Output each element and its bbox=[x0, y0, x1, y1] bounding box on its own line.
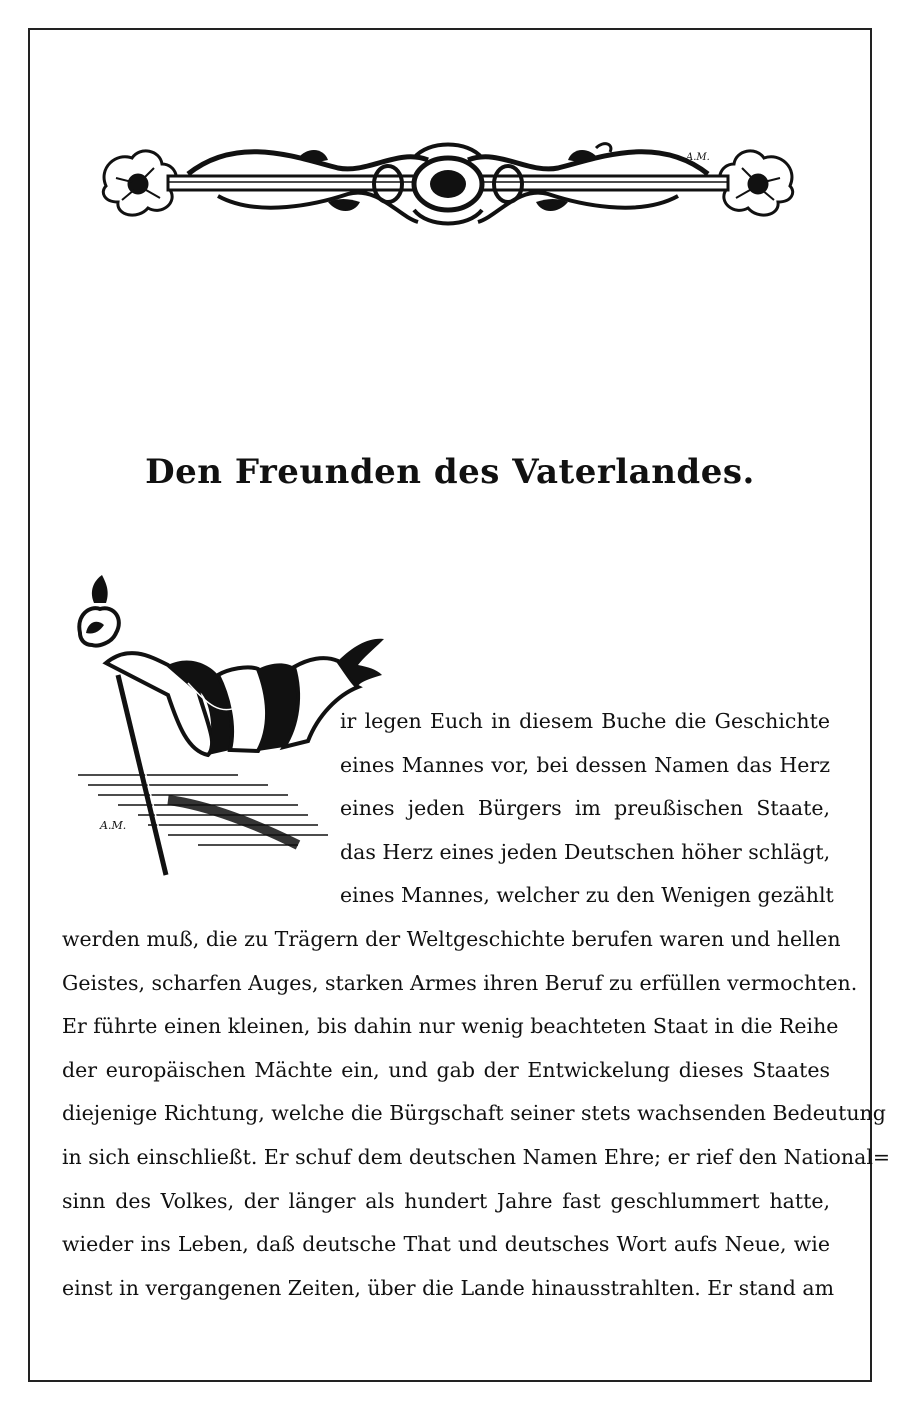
page-title: Den Freunden des Vaterlandes. bbox=[145, 452, 755, 492]
body-text bbox=[62, 700, 891, 1310]
text-line: der europäischen Mächte ein, und gab der Entwickelung dieses Staates bbox=[62, 1057, 830, 1082]
text-line: in sich einschließt. Er schuf dem deutschen Namen Ehre; er rief den National= bbox=[62, 1144, 891, 1169]
text-line: eines jeden Bürgers im preußischen Staate, bbox=[340, 796, 830, 821]
text-line: einst in vergangenen Zeiten, über die Lande hinausstrahlten. Er stand am bbox=[62, 1275, 835, 1300]
left-flower-ornament bbox=[103, 151, 176, 215]
text-line: wieder ins Leben, daß deutsche That und deutsches Wort aufs Neue, wie bbox=[62, 1232, 830, 1257]
text-line: das Herz eines jeden Deutschen höher schlägt, bbox=[340, 839, 831, 864]
text-line: Er führte einen kleinen, bis dahin nur wenig beachteten Staat in die Reihe bbox=[62, 1014, 839, 1039]
text-line: werden muß, die zu Trägern der Weltgeschichte berufen waren und hellen bbox=[62, 926, 841, 951]
ornament-signature: A.M. bbox=[686, 152, 710, 163]
header-ornament bbox=[98, 138, 798, 230]
right-flower-ornament bbox=[720, 151, 793, 215]
text-line: Geistes, scharfen Auges, starken Armes ihren Beruf zu erfüllen vermochten. bbox=[62, 970, 858, 995]
text-line: eines Mannes vor, bei dessen Namen das Herz bbox=[340, 752, 830, 777]
text-line: eines Mannes, welcher zu den Wenigen gezählt bbox=[340, 883, 834, 908]
text-line: sinn des Volkes, der länger als hundert Jahre fast geschlummert hatte, bbox=[62, 1188, 830, 1213]
text-line: ir legen Euch in diesem Buche die Geschichte bbox=[340, 709, 830, 733]
text-line: diejenige Richtung, welche die Bürgschaft seiner stets wachsenden Bedeutung bbox=[62, 1101, 886, 1126]
initial-signature: A.M. bbox=[100, 819, 127, 832]
